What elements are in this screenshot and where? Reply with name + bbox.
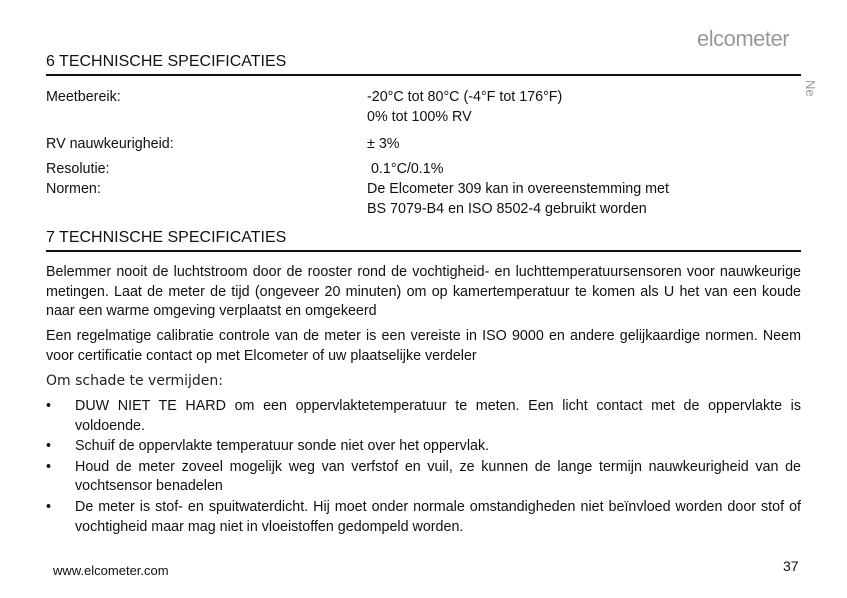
bullet-icon: • <box>46 498 52 515</box>
list-item <box>46 458 801 497</box>
page-number: 37 <box>783 558 799 574</box>
spec-label: RV nauwkeurigheid: <box>46 136 174 152</box>
list-item <box>46 437 801 457</box>
bullet-icon: • <box>46 458 52 475</box>
spec-value: 0.1°C/0.1% <box>367 161 444 177</box>
list-item-text: Houd de meter zoveel mogelijk weg van verfstof en vuil, ze kunnen de lange termijn nauwkeurigheid van de vochtsensor benadelen <box>75 458 801 495</box>
list-item <box>46 498 801 537</box>
section-7-heading: 7 TECHNISCHE SPECIFICATIES <box>46 229 287 246</box>
paragraph: Een regelmatige calibratie controle van de meter is een vereiste in ISO 9000 en andere gelijkaardige normen. Neem voor certificatie contact op met Elcometer of uw plaatselijke verdeler <box>46 328 801 364</box>
list-item-text: De meter is stof- en spuitwaterdicht. Hij moet onder normale omstandigheden niet beïnvloed worden door stof of vochtigheid maar mag niet in vloeistoffen gedompeld worden. <box>75 498 801 535</box>
spec-value-line: De Elcometer 309 kan in overeenstemming met <box>367 181 669 197</box>
section-6-heading: 6 TECHNISCHE SPECIFICATIES <box>46 53 287 70</box>
spec-value-line: BS 7079-B4 en ISO 8502-4 gebruikt worden <box>367 201 647 217</box>
bullet-icon: • <box>46 398 52 414</box>
paragraph: Belemmer nooit de luchtstroom door de rooster rond de vochtigheid- en luchttemperatuursensoren voor nauwkeurige metingen. Laat de meter de tijd (ongeveer 20 minuten) om op kamertemperatuur te komen als U het van een koude naar een warme omgeving verplaatst en omgekeerd <box>46 264 801 320</box>
bullet-icon: • <box>46 438 52 455</box>
list-item <box>46 397 801 436</box>
spec-label: Normen: <box>46 181 101 197</box>
spec-value <box>367 87 562 127</box>
spec-value: ± 3% <box>367 136 400 152</box>
bullet-list <box>46 397 801 538</box>
spec-value-line: -20°C tot 80°C (-4°F tot 176°F) <box>367 89 563 105</box>
language-tab: Ne <box>803 80 818 97</box>
list-item-text: DUW NIET TE HARD om een oppervlaktetemperatuur te meten. Een licht contact met de oppervlakte is voldoende. <box>75 398 801 434</box>
divider <box>46 250 801 252</box>
list-item-text: Schuif de oppervlakte temperatuur sonde niet over het oppervlak. <box>75 438 490 455</box>
divider <box>46 74 801 76</box>
footer-url: www.elcometer.com <box>53 563 169 578</box>
subheading: Om schade te vermijden: <box>46 373 223 389</box>
spec-label: Resolutie: <box>46 161 110 177</box>
spec-label: Meetbereik: <box>46 89 121 105</box>
spec-value <box>367 179 669 219</box>
elcometer-logo: elcometer <box>697 26 790 51</box>
spec-value-line: 0% tot 100% RV <box>367 109 472 125</box>
